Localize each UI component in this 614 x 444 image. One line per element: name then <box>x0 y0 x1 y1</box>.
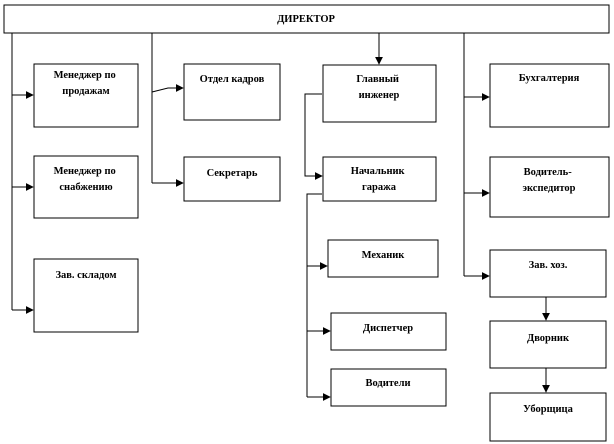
accounting-box <box>490 64 609 127</box>
cleaner-box <box>490 393 606 441</box>
janitor-box <box>490 321 606 368</box>
mechanic-box <box>328 240 438 277</box>
chief-engineer-label-line: инженер <box>358 90 400 101</box>
facilities-head-label: Зав. хоз. <box>528 260 568 271</box>
accounting-label: Бухгалтерия <box>518 73 580 84</box>
supply-manager-label-line: Менеджер по <box>53 166 116 177</box>
hr-department-label: Отдел кадров <box>199 74 265 85</box>
dispatcher-box <box>331 313 446 350</box>
warehouse-head-box <box>34 259 138 332</box>
warehouse-head-label: Зав. складом <box>55 270 117 281</box>
connector-line <box>307 194 322 397</box>
director-label: ДИРЕКТОР <box>277 14 335 25</box>
sales-manager-box <box>34 64 138 127</box>
secretary-box <box>184 157 280 201</box>
sales-manager-label-line: Менеджер по <box>53 70 116 81</box>
janitor-label: Дворник <box>526 333 570 344</box>
driver-forwarder-label-line: экспедитор <box>522 183 576 194</box>
driver-forwarder-label-line: Водитель- <box>523 167 572 178</box>
facilities-head-box <box>490 250 606 297</box>
hr-department-box <box>184 64 280 120</box>
director-box <box>4 5 609 33</box>
garage-head-label-line: Начальник <box>350 166 405 177</box>
cleaner-label: Уборщица <box>523 404 573 415</box>
dispatcher-label: Диспетчер <box>362 323 414 334</box>
sales-manager-label-line: продажам <box>62 86 110 97</box>
connector-arrow <box>305 94 322 176</box>
drivers-label: Водители <box>365 378 411 389</box>
connector-arrow <box>152 88 183 92</box>
driver-forwarder-box <box>490 157 609 217</box>
supply-manager-box <box>34 156 138 218</box>
chief-engineer-box <box>323 65 436 122</box>
garage-head-label-line: гаража <box>362 182 396 193</box>
chief-engineer-label-line: Главный <box>356 74 399 85</box>
supply-manager-label-line: снабжению <box>59 182 113 193</box>
garage-head-box <box>323 157 436 201</box>
mechanic-label: Механик <box>361 250 405 261</box>
secretary-label: Секретарь <box>206 168 258 179</box>
drivers-box <box>331 369 446 406</box>
